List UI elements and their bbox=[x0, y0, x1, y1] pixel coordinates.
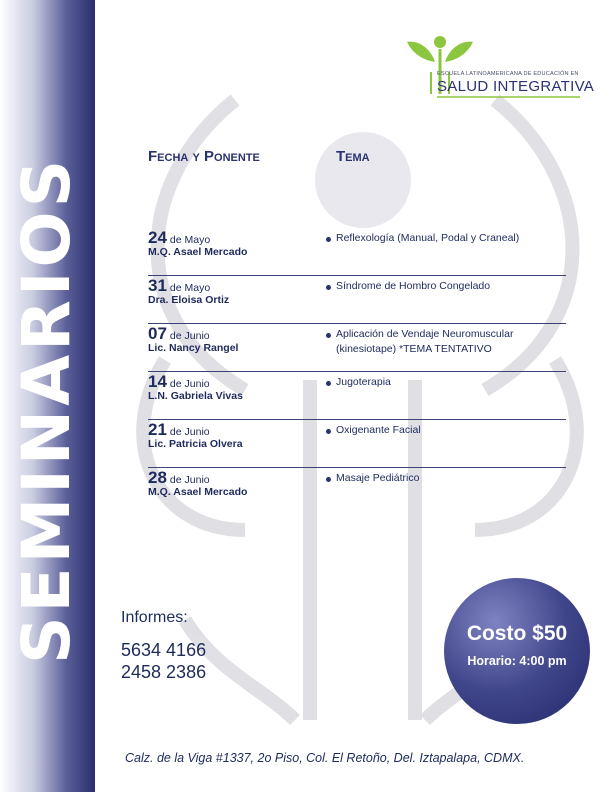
seminar-day: 24 bbox=[148, 228, 167, 247]
seminar-row bbox=[148, 324, 566, 372]
address: Calz. de la Viga #1337, 2o Piso, Col. El Retoño, Del. Iztapalapa, CDMX. bbox=[125, 751, 525, 765]
seminar-day: 31 bbox=[148, 276, 167, 295]
header-fecha: Fecha y Ponente bbox=[148, 148, 260, 165]
seminar-row bbox=[148, 228, 566, 276]
bullet-icon bbox=[326, 381, 331, 386]
bullet-icon bbox=[326, 237, 331, 242]
price-badge bbox=[444, 578, 590, 724]
seminar-day: 28 bbox=[148, 468, 167, 487]
seminar-speaker: L.N. Gabriela Vivas bbox=[148, 390, 243, 402]
seminar-month: de Junio bbox=[169, 474, 210, 486]
phone-number: 2458 2386 bbox=[121, 662, 207, 682]
seminar-topic: Síndrome de Hombro Congelado bbox=[336, 280, 491, 292]
bullet-icon bbox=[326, 429, 331, 434]
price-schedule: Horario: 4:00 pm bbox=[467, 654, 567, 668]
seminar-row bbox=[148, 372, 566, 420]
bullet-icon bbox=[326, 285, 331, 290]
seminar-month: de Mayo bbox=[169, 282, 211, 294]
seminar-day: 14 bbox=[148, 372, 167, 391]
seminar-row bbox=[148, 420, 566, 468]
seminar-topic: Aplicación de Vendaje Neuromuscular (kinesiotape) *TEMA TENTATIVO bbox=[336, 328, 514, 355]
header-tema: Tema bbox=[336, 148, 370, 165]
seminar-speaker: Dra. Eloisa Ortiz bbox=[148, 294, 230, 306]
seminar-speaker: Lic. Patricia Olvera bbox=[148, 438, 243, 450]
logo-text-line1: ESCUELA LATINOAMERICANA DE EDUCACIÓN EN bbox=[437, 71, 579, 77]
logo-text-line2: SALUD INTEGRATIVA bbox=[437, 78, 595, 95]
seminar-day: 07 bbox=[148, 324, 167, 343]
seminar-month: de Junio bbox=[169, 378, 210, 390]
seminar-month: de Mayo bbox=[169, 234, 211, 246]
seminar-day: 21 bbox=[148, 420, 167, 439]
seminar-topic: Masaje Pediátrico bbox=[336, 472, 420, 484]
seminar-month: de Junio bbox=[169, 330, 210, 342]
seminar-speaker: Lic. Nancy Rangel bbox=[148, 342, 239, 354]
bullet-icon bbox=[326, 333, 331, 338]
seminar-topic: Oxigenante Facial bbox=[336, 424, 421, 436]
seminar-topic: Jugoterapia bbox=[336, 376, 391, 388]
price-cost: Costo $50 bbox=[466, 622, 568, 645]
seminar-topic: Reflexología (Manual, Podal y Craneal) bbox=[336, 232, 520, 244]
seminar-speaker: M.Q. Asael Mercado bbox=[148, 486, 248, 498]
seminar-row bbox=[148, 276, 566, 324]
seminar-row bbox=[148, 468, 566, 516]
vertical-title: SEMINARIOS bbox=[8, 155, 85, 664]
seminar-speaker: M.Q. Asael Mercado bbox=[148, 246, 248, 258]
seminar-month: de Junio bbox=[169, 426, 210, 438]
informes-label: Informes: bbox=[121, 609, 188, 626]
bullet-icon bbox=[326, 477, 331, 482]
phone-number: 5634 4166 bbox=[121, 640, 207, 660]
